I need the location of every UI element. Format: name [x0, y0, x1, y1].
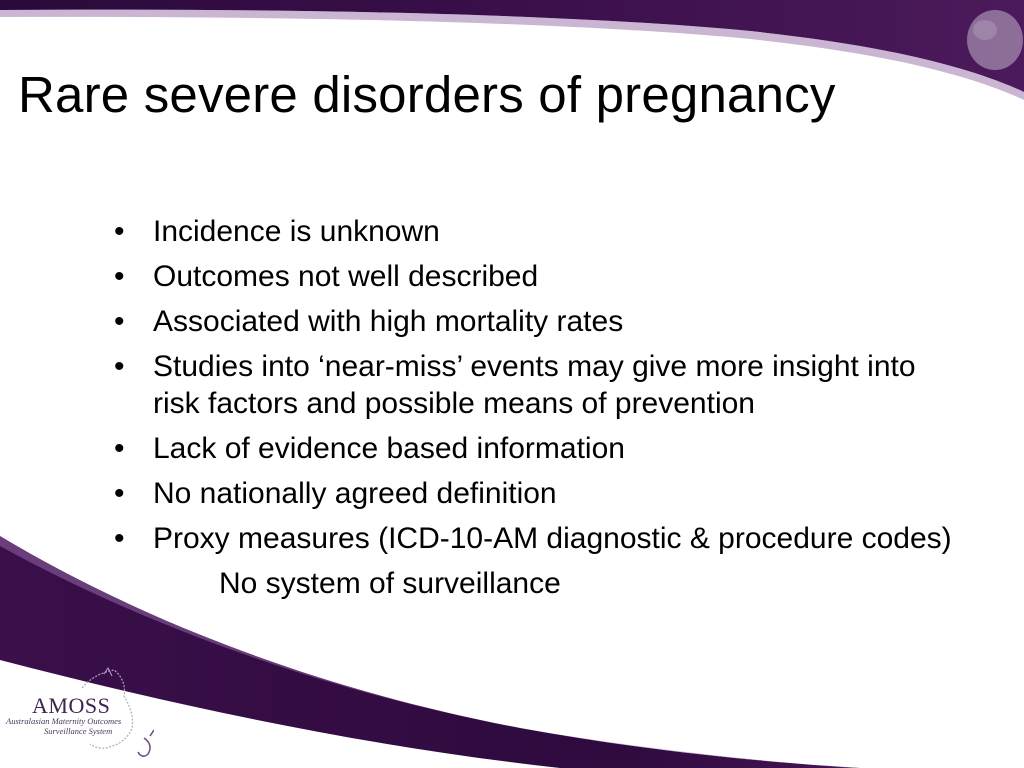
bullet-item	[110, 258, 970, 295]
bullet-text: Incidence is unknown	[153, 215, 440, 248]
logo-title: AMOSS	[32, 693, 111, 718]
bullet-marker: •	[114, 522, 125, 555]
bullet-text: Outcomes not well described	[153, 260, 539, 293]
bullet-text: No system of surveillance	[219, 567, 561, 600]
bullet-marker: •	[114, 305, 125, 338]
baby-silhouette-graphic	[967, 10, 1023, 70]
bullet-marker: •	[114, 567, 125, 600]
bullet-list	[110, 213, 970, 610]
bullet-text: Lack of evidence based information	[153, 432, 625, 465]
bullet-item	[110, 303, 970, 340]
logo-subtitle-line2: Surveillance System	[44, 726, 113, 736]
bullet-item	[110, 565, 970, 602]
bullet-text: Proxy measures (ICD-10-AM diagnostic & procedure codes)	[153, 522, 952, 555]
bullet-item	[110, 213, 970, 250]
slide-title: Rare severe disorders of pregnancy	[18, 66, 836, 123]
bullet-marker: •	[114, 350, 125, 383]
bullet-marker: •	[114, 477, 125, 510]
bullet-item	[110, 475, 970, 512]
bullet-text: Associated with high mortality rates	[153, 305, 624, 338]
bullet-text: Studies into ‘near-miss’ events may give more insight into risk factors and possible means of prevention	[153, 350, 916, 420]
bullet-item	[110, 430, 970, 467]
bullet-marker: •	[114, 432, 125, 465]
bullet-marker: •	[114, 260, 125, 293]
bullet-marker: •	[114, 215, 125, 248]
amoss-logo	[4, 666, 154, 762]
bullet-text: No nationally agreed definition	[153, 477, 557, 510]
bullet-item	[110, 520, 970, 557]
logo-subtitle-line1: Australasian Maternity Outcomes	[6, 716, 122, 726]
bullet-item	[110, 348, 970, 422]
